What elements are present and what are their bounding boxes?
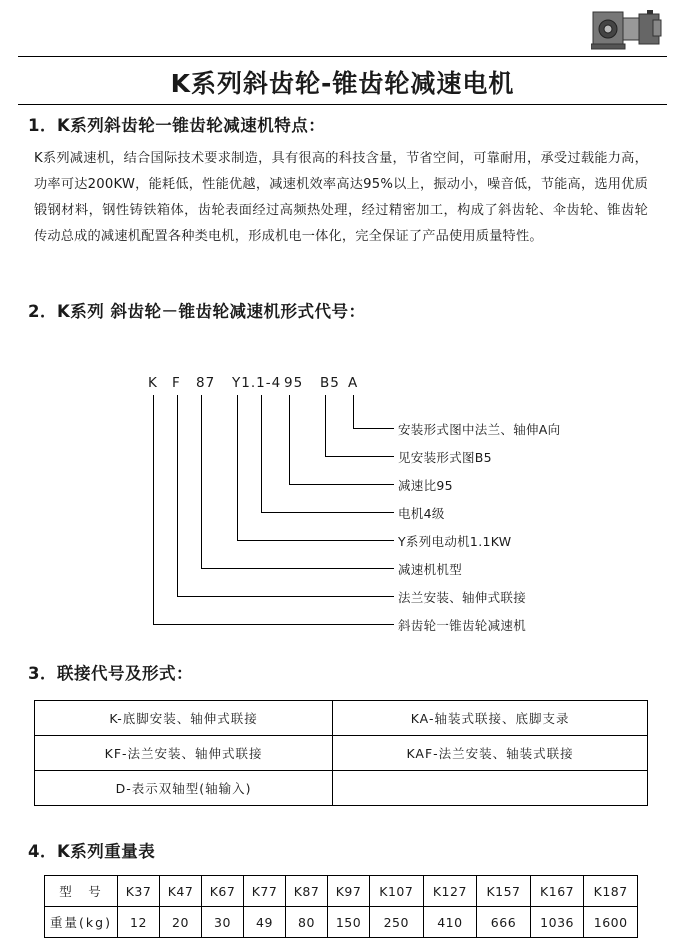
code-part-mount: B5: [320, 375, 340, 391]
weight-row-header-1: 重量(kg): [45, 907, 118, 938]
table-row: [35, 771, 648, 806]
weight-8: 666: [477, 907, 531, 938]
code-label-5: 减速机机型: [398, 562, 463, 577]
model-10: K187: [584, 876, 638, 907]
section1-body: K系列减速机，结合国际技术要求制造，具有很高的科技含量，节省空间，可靠耐用，承受过载能力高，功率可达200KW，能耗低，性能优越，减速机效率高达95%以上，振动小，噪音低，节能高，选用优质锻钢材料，钢性铸铁箱体，齿轮表面经过高频热处理，经过精密加工，构成了斜齿轮、伞齿轮、锥齿轮传动总成的减速机配置各种类电机，形成机电一体化，完全保证了产品使用质量特性。: [34, 151, 648, 244]
model-1: K47: [160, 876, 202, 907]
conn-cell-2-1: [333, 771, 648, 806]
code-part-size: 87: [196, 375, 216, 391]
model-5: K97: [328, 876, 370, 907]
code-label-4: Y系列电动机1.1KW: [398, 534, 512, 549]
weight-0: 12: [118, 907, 160, 938]
model-0: K37: [118, 876, 160, 907]
section1-heading: 1．K系列斜齿轮一锥齿轮减速机特点：: [28, 116, 326, 135]
model-7: K127: [423, 876, 477, 907]
table-row-models: [45, 876, 638, 907]
weight-10: 1600: [584, 907, 638, 938]
conn-cell-0-1: KA-轴装式联接、底脚支录: [333, 701, 648, 736]
weight-4: 80: [286, 907, 328, 938]
code-label-7: 斜齿轮一锥齿轮减速机: [398, 618, 527, 633]
code-label-3: 电机4级: [398, 506, 445, 521]
title-divider: [18, 104, 667, 105]
weight-table: [44, 875, 638, 938]
weight-5: 150: [328, 907, 370, 938]
section2-heading: 2．K系列 斜齿轮－锥齿轮减速机形式代号：: [28, 302, 366, 321]
connection-code-table: [34, 700, 648, 806]
weight-9: 1036: [530, 907, 584, 938]
code-label-2: 减速比95: [398, 478, 453, 493]
code-label-1: 见安装形式图B5: [398, 450, 492, 465]
model-4: K87: [286, 876, 328, 907]
gear-motor-icon: [591, 8, 663, 52]
code-part-f: F: [172, 375, 181, 391]
table-row: [35, 701, 648, 736]
code-part-ratio: 95: [284, 375, 304, 391]
code-label-0: 安装形式图中法兰、轴伸A向: [398, 422, 561, 437]
model-9: K167: [530, 876, 584, 907]
weight-6: 250: [370, 907, 424, 938]
page-title: K系列斜齿轮-锥齿轮减速电机: [170, 69, 515, 98]
code-part-k: K: [148, 375, 158, 391]
model-6: K107: [370, 876, 424, 907]
weight-2: 30: [202, 907, 244, 938]
section4-heading: 4．K系列重量表: [28, 842, 156, 861]
weight-7: 410: [423, 907, 477, 938]
model-3: K77: [244, 876, 286, 907]
code-part-motor: Y1.1-4: [232, 375, 282, 391]
weight-1: 20: [160, 907, 202, 938]
model-2: K67: [202, 876, 244, 907]
code-label-6: 法兰安装、轴伸式联接: [398, 590, 527, 605]
table-row-weights: [45, 907, 638, 938]
conn-cell-1-0: KF-法兰安装、轴伸式联接: [35, 736, 333, 771]
code-part-shaft: A: [348, 375, 359, 391]
weight-3: 49: [244, 907, 286, 938]
model-code-diagram: [140, 375, 660, 645]
weight-row-header-0: 型 号: [45, 876, 118, 907]
table-row: [35, 736, 648, 771]
header-divider: [18, 56, 667, 57]
conn-cell-1-1: KAF-法兰安装、轴装式联接: [333, 736, 648, 771]
conn-cell-0-0: K-底脚安装、轴伸式联接: [35, 701, 333, 736]
model-8: K157: [477, 876, 531, 907]
conn-cell-2-0: D-表示双轴型(轴输入): [35, 771, 333, 806]
section3-heading: 3．联接代号及形式：: [28, 664, 193, 683]
